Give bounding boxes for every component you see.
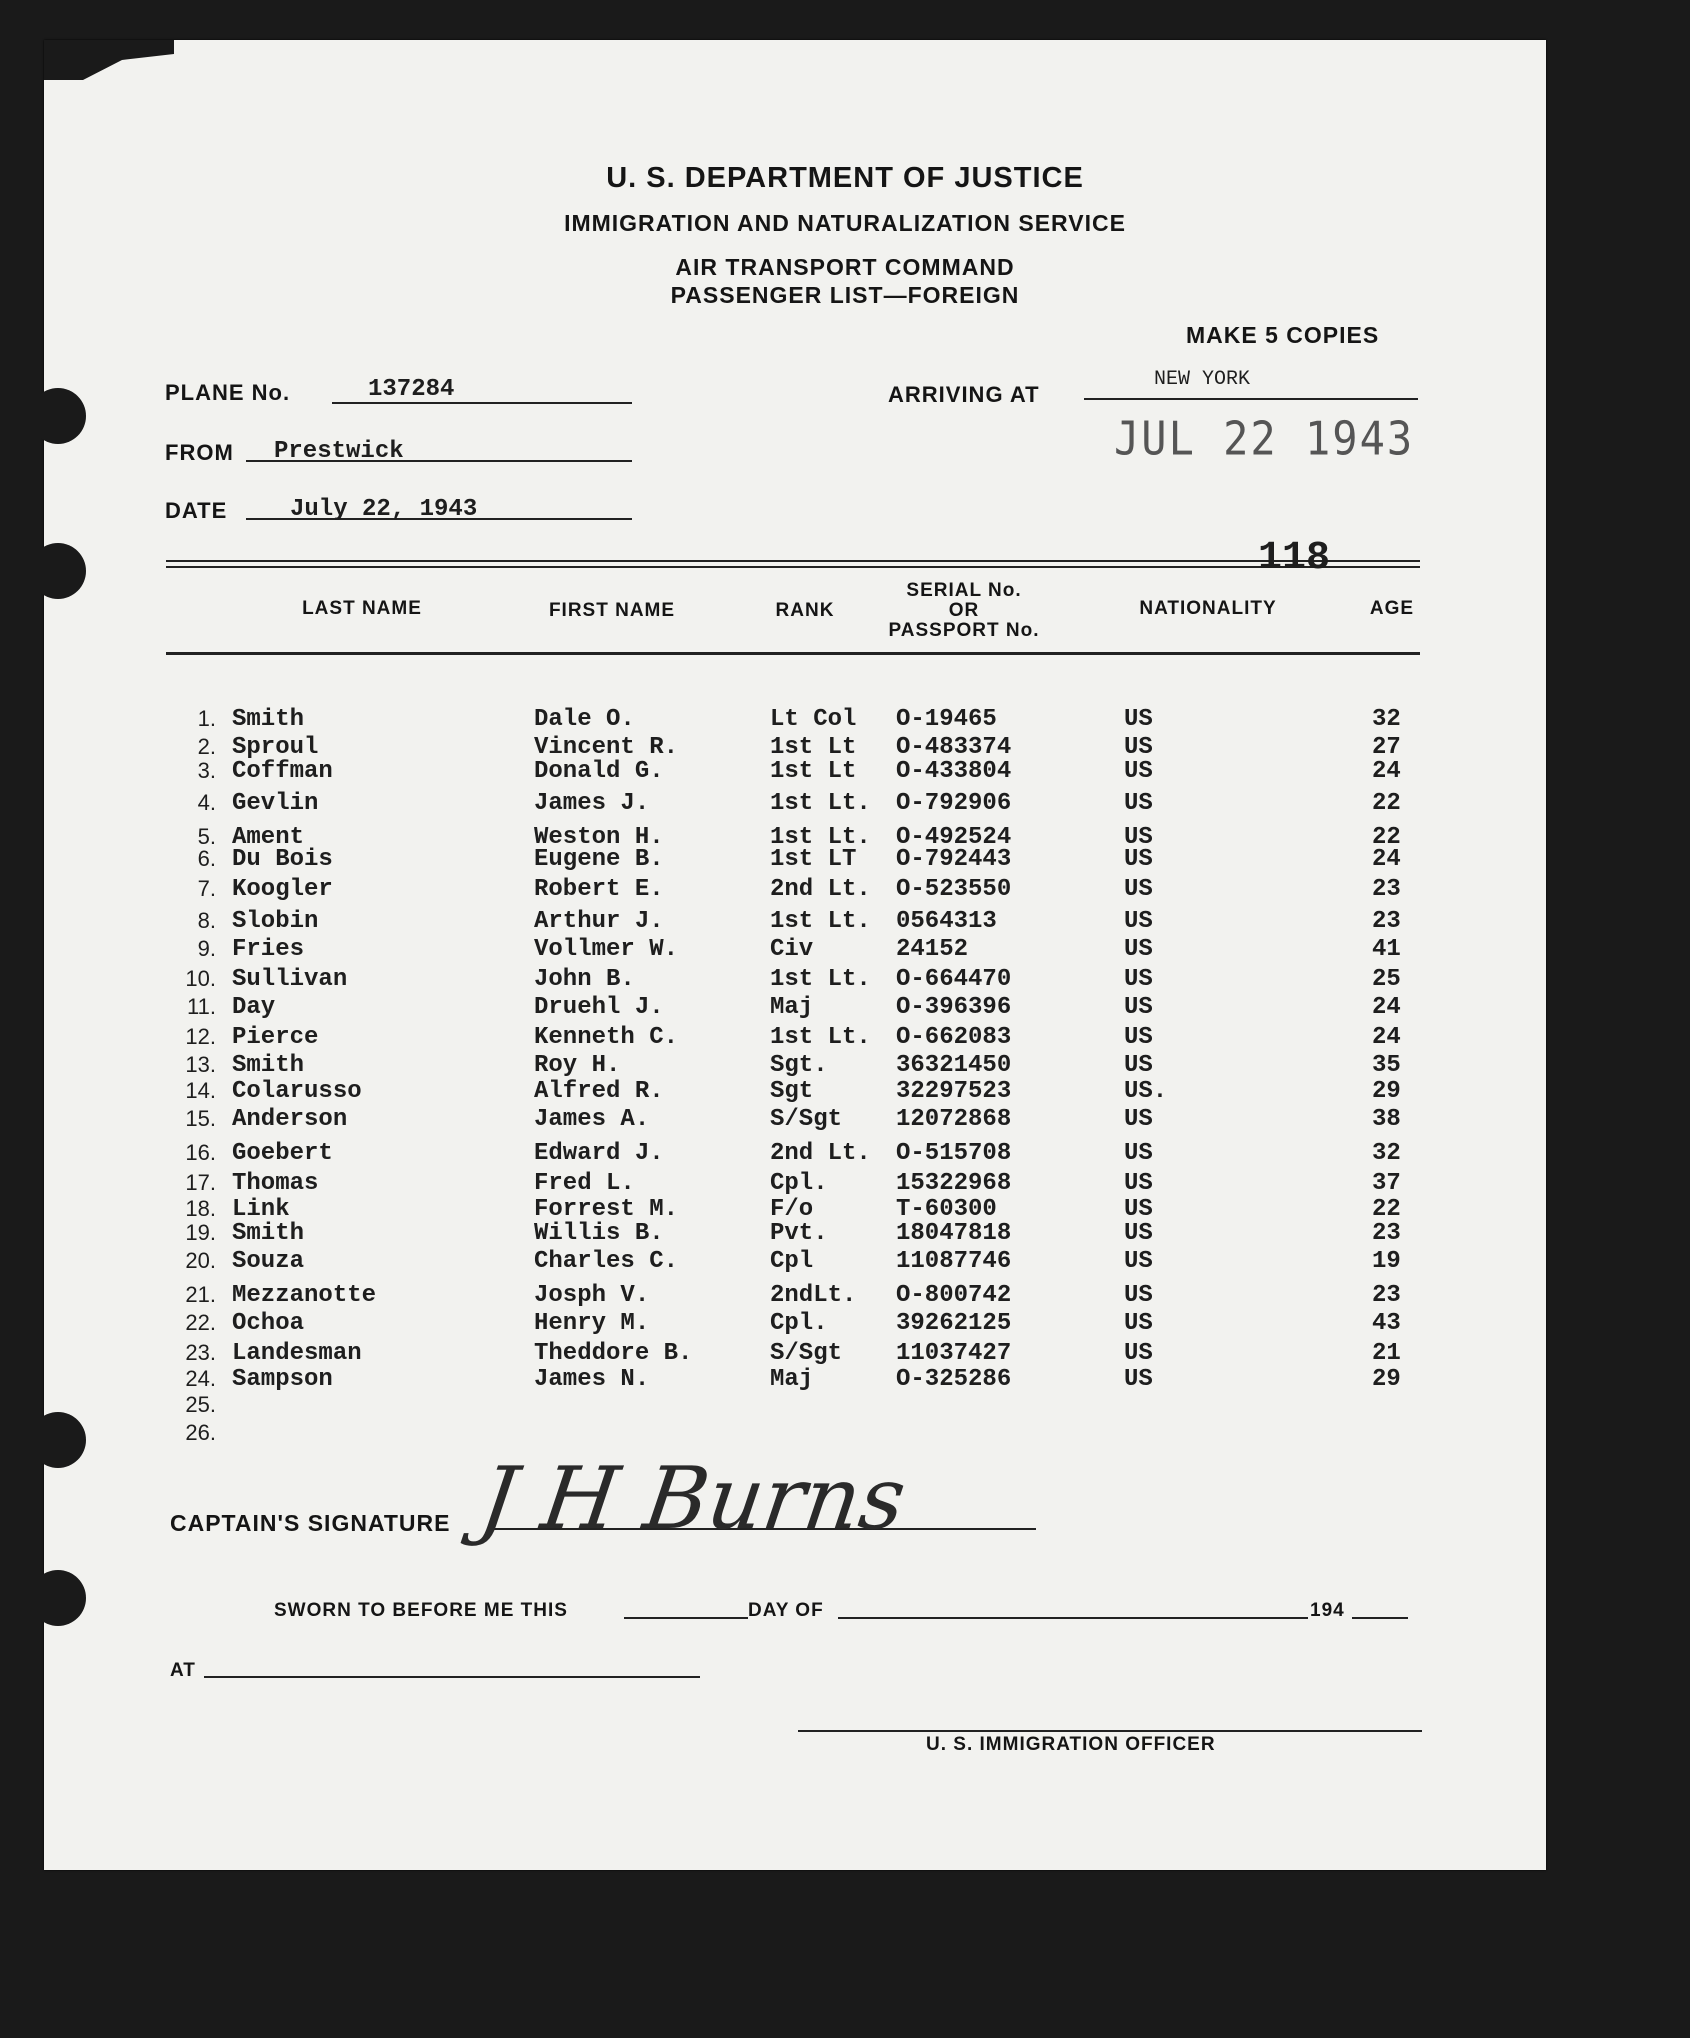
cell-nat: US [1124,790,1153,817]
cell-serial: 15322968 [896,1170,1012,1197]
passenger-row [0,706,1690,733]
department-title: U. S. DEPARTMENT OF JUSTICE [606,162,1084,194]
command-title: AIR TRANSPORT COMMAND [675,254,1015,280]
col-rank: RANK [775,600,835,621]
cell-serial: 12072868 [896,1106,1012,1133]
passenger-row [0,1366,1690,1393]
passenger-row [0,1024,1690,1051]
cell-last: Goebert [232,1140,333,1167]
passenger-row [0,1196,1690,1223]
cell-age: 32 [1372,1140,1401,1167]
col-age: AGE [1369,598,1415,619]
column-header-rule [166,652,1420,655]
captain-signature-label: CAPTAIN'S SIGNATURE [170,1510,451,1536]
passenger-row [0,1392,1690,1416]
cell-n: 1. [197,706,216,731]
cell-serial: O-483374 [896,734,1012,761]
cell-first: Kenneth C. [534,1024,679,1051]
cell-serial: O-792906 [896,790,1012,817]
cell-first: Theddore B. [534,1340,693,1367]
passenger-row [0,908,1690,935]
cell-serial: O-800742 [896,1282,1012,1309]
passenger-row [0,1282,1690,1309]
cell-age: 25 [1372,966,1401,993]
cell-first: Edward J. [534,1140,664,1167]
passenger-row [0,1220,1690,1247]
cell-serial: O-792443 [896,846,1012,873]
cell-last: Coffman [232,758,333,785]
sworn-label: SWORN TO BEFORE ME THIS [274,1600,568,1621]
cell-last: Ochoa [232,1310,305,1337]
passenger-row [0,790,1690,817]
passenger-row [0,1078,1690,1105]
cell-n: 5. [197,824,216,849]
header-rule-top [166,560,1420,562]
day-of-line [838,1617,1308,1619]
cell-n: 15. [185,1106,216,1131]
cell-rank: 1st Lt. [770,824,871,851]
cell-nat: US [1124,1052,1153,1079]
cell-age: 23 [1372,1282,1401,1309]
cell-serial: O-662083 [896,1024,1012,1051]
cell-rank: S/Sgt [770,1340,843,1367]
cell-age: 24 [1372,846,1401,873]
cell-age: 22 [1372,1196,1401,1223]
cell-age: 41 [1372,936,1401,963]
passenger-row [0,1052,1690,1079]
cell-nat: US [1124,734,1153,761]
cell-nat: US [1124,936,1153,963]
cell-age: 37 [1372,1170,1401,1197]
punch-hole [30,543,86,599]
cell-first: Weston H. [534,824,664,851]
cell-first: Vincent R. [534,734,679,761]
plane-value: 137284 [368,376,455,403]
cell-nat: US [1124,706,1153,733]
cell-first: Forrest M. [534,1196,679,1223]
cell-nat: US. [1124,1078,1168,1105]
cell-first: Josph V. [534,1282,650,1309]
cell-last: Slobin [232,908,319,935]
cell-nat: US [1124,1366,1153,1393]
cell-n: 18. [185,1196,216,1221]
cell-rank: 2ndLt. [770,1282,857,1309]
passenger-row [0,936,1690,963]
cell-rank: Pvt. [770,1220,828,1247]
cell-nat: US [1124,876,1153,903]
cell-rank: 1st LT [770,846,857,873]
cell-rank: Maj [770,994,814,1021]
cell-n: 21. [185,1282,216,1307]
cell-nat: US [1124,1310,1153,1337]
passenger-row [0,1340,1690,1367]
cell-n: 12. [185,1024,216,1049]
cell-rank: Cpl. [770,1310,828,1337]
cell-n: 16. [185,1140,216,1165]
passenger-row [0,734,1690,761]
cell-n: 26. [185,1420,216,1445]
cell-serial: 32297523 [896,1078,1012,1105]
list-type-title: PASSENGER LIST—FOREIGN [670,282,1020,308]
cell-first: Eugene B. [534,846,664,873]
cell-rank: 1st Lt. [770,1024,871,1051]
cell-serial: 11087746 [896,1248,1012,1275]
service-title: IMMIGRATION AND NATURALIZATION SERVICE [564,210,1126,236]
cell-first: Willis B. [534,1220,664,1247]
cell-n: 24. [185,1366,216,1391]
col-first-name: FIRST NAME [548,600,676,621]
passenger-row [0,824,1690,851]
cell-last: Smith [232,1052,305,1079]
cell-last: Thomas [232,1170,319,1197]
cell-n: 23. [185,1340,216,1365]
cell-last: Du Bois [232,846,333,873]
cell-n: 20. [185,1248,216,1273]
cell-first: James N. [534,1366,650,1393]
cell-age: 43 [1372,1310,1401,1337]
arriving-line [1084,398,1418,400]
cell-age: 23 [1372,876,1401,903]
punch-hole [30,1570,86,1626]
cell-n: 17. [185,1170,216,1195]
col-serial-3: PASSPORT No. [888,620,1040,641]
cell-last: Fries [232,936,305,963]
cell-serial: 0564313 [896,908,997,935]
cell-last: Sampson [232,1366,333,1393]
cell-serial: 36321450 [896,1052,1012,1079]
cell-nat: US [1124,994,1153,1021]
cell-last: Link [232,1196,290,1223]
cell-age: 35 [1372,1052,1401,1079]
cell-serial: 11037427 [896,1340,1012,1367]
cell-age: 24 [1372,1024,1401,1051]
cell-last: Gevlin [232,790,319,817]
cell-rank: Sgt [770,1078,814,1105]
cell-n: 6. [197,846,216,871]
cell-last: Koogler [232,876,333,903]
cell-nat: US [1124,1170,1153,1197]
cell-rank: 1st Lt [770,758,857,785]
cell-nat: US [1124,908,1153,935]
cell-serial: O-492524 [896,824,1012,851]
passenger-row [0,1420,1690,1444]
cell-rank: Maj [770,1366,814,1393]
cell-serial: 18047818 [896,1220,1012,1247]
cell-rank: Civ [770,936,814,963]
cell-first: Arthur J. [534,908,664,935]
cell-last: Day [232,994,276,1021]
passenger-row [0,1106,1690,1133]
cell-first: Druehl J. [534,994,664,1021]
cell-age: 27 [1372,734,1401,761]
cell-rank: Sgt. [770,1052,828,1079]
cell-last: Smith [232,706,305,733]
cell-last: Mezzanotte [232,1282,377,1309]
passenger-row [0,994,1690,1021]
cell-first: James J. [534,790,650,817]
cell-n: 8. [197,908,216,933]
cell-rank: 1st Lt. [770,966,871,993]
arriving-value: NEW YORK [1154,368,1251,391]
year-prefix: 194 [1310,1600,1345,1621]
cell-first: Donald G. [534,758,664,785]
passenger-row [0,846,1690,873]
cell-n: 25. [185,1392,216,1417]
cell-last: Smith [232,1220,305,1247]
cell-nat: US [1124,1196,1153,1223]
cell-age: 29 [1372,1078,1401,1105]
passenger-row [0,966,1690,993]
officer-line [798,1730,1422,1732]
cell-last: Colarusso [232,1078,362,1105]
cell-first: Vollmer W. [534,936,679,963]
passenger-row [0,1170,1690,1197]
cell-age: 21 [1372,1340,1401,1367]
cell-last: Sullivan [232,966,348,993]
cell-nat: US [1124,824,1153,851]
cell-rank: 1st Lt. [770,790,871,817]
cell-rank: Lt Col [770,706,857,733]
passenger-row [0,1140,1690,1167]
cell-nat: US [1124,1024,1153,1051]
cell-last: Ament [232,824,305,851]
cell-n: 14. [185,1078,216,1103]
cell-first: John B. [534,966,635,993]
date-label: DATE [165,498,228,523]
cell-age: 24 [1372,758,1401,785]
cell-last: Souza [232,1248,305,1275]
cell-n: 22. [185,1310,216,1335]
cell-rank: F/o [770,1196,814,1223]
at-label: AT [170,1660,196,1681]
cell-rank: 1st Lt [770,734,857,761]
cell-n: 13. [185,1052,216,1077]
cell-nat: US [1124,1220,1153,1247]
cell-first: Charles C. [534,1248,679,1275]
col-serial-1: SERIAL No. [906,580,1022,601]
captain-signature [474,1436,912,1586]
cell-first: Alfred R. [534,1078,664,1105]
cell-rank: Cpl [770,1248,814,1275]
date-stamp: JUL 22 1943 [1114,411,1415,466]
cell-first: Roy H. [534,1052,621,1079]
day-of-label: DAY OF [748,1600,824,1621]
cell-nat: US [1124,1248,1153,1275]
cell-serial: 24152 [896,936,969,963]
cell-age: 29 [1372,1366,1401,1393]
cell-last: Pierce [232,1024,319,1051]
sworn-day-line [624,1617,748,1619]
officer-label: U. S. IMMIGRATION OFFICER [926,1734,1216,1755]
cell-last: Anderson [232,1106,348,1133]
cell-serial: O-19465 [896,706,997,733]
col-serial-2: OR [948,600,980,621]
cell-nat: US [1124,1140,1153,1167]
cell-n: 4. [197,790,216,815]
passenger-row [0,1310,1690,1337]
cell-age: 22 [1372,824,1401,851]
cell-nat: US [1124,966,1153,993]
plane-label: PLANE No. [165,380,291,405]
copies-note: MAKE 5 COPIES [1186,322,1380,348]
from-label: FROM [165,440,234,465]
from-value: Prestwick [274,438,404,465]
cell-last: Landesman [232,1340,362,1367]
cell-serial: O-515708 [896,1140,1012,1167]
cell-n: 9. [197,936,216,961]
cell-n: 2. [197,734,216,759]
cell-serial: O-396396 [896,994,1012,1021]
cell-serial: T-60300 [896,1196,997,1223]
cell-n: 11. [187,994,216,1019]
cell-first: Henry M. [534,1310,650,1337]
cell-first: Dale O. [534,706,635,733]
cell-first: Robert E. [534,876,664,903]
passenger-row [0,1248,1690,1275]
punch-hole [30,388,86,444]
cell-serial: O-325286 [896,1366,1012,1393]
cell-age: 38 [1372,1106,1401,1133]
cell-serial: O-433804 [896,758,1012,785]
signature-text: J H Burns [474,1449,912,1549]
cell-n: 7. [197,876,216,901]
sheet-number: 118 [1258,536,1331,581]
cell-n: 3. [197,758,216,783]
passenger-row [0,758,1690,785]
cell-rank: 2nd Lt. [770,876,871,903]
cell-rank: Cpl. [770,1170,828,1197]
cell-age: 22 [1372,790,1401,817]
cell-age: 23 [1372,908,1401,935]
cell-serial: 39262125 [896,1310,1012,1337]
cell-rank: 1st Lt. [770,908,871,935]
cell-n: 10. [185,966,216,991]
cell-first: Fred L. [534,1170,635,1197]
cell-first: James A. [534,1106,650,1133]
cell-age: 24 [1372,994,1401,1021]
cell-age: 32 [1372,706,1401,733]
arriving-label: ARRIVING AT [888,382,1040,407]
col-last-name: LAST NAME [302,598,422,619]
cell-rank: 2nd Lt. [770,1140,871,1167]
cell-age: 19 [1372,1248,1401,1275]
cell-nat: US [1124,758,1153,785]
cell-last: Sproul [232,734,319,761]
date-value: July 22, 1943 [290,496,478,523]
cell-serial: O-664470 [896,966,1012,993]
cell-nat: US [1124,846,1153,873]
cell-age: 23 [1372,1220,1401,1247]
cell-nat: US [1124,1282,1153,1309]
year-line [1352,1617,1408,1619]
at-line [204,1676,700,1678]
cell-nat: US [1124,1106,1153,1133]
col-nationality: NATIONALITY [1139,598,1277,619]
cell-rank: S/Sgt [770,1106,843,1133]
cell-serial: O-523550 [896,876,1012,903]
cell-n: 19. [185,1220,216,1245]
passenger-row [0,876,1690,903]
header-rule-bottom [166,566,1420,568]
cell-nat: US [1124,1340,1153,1367]
